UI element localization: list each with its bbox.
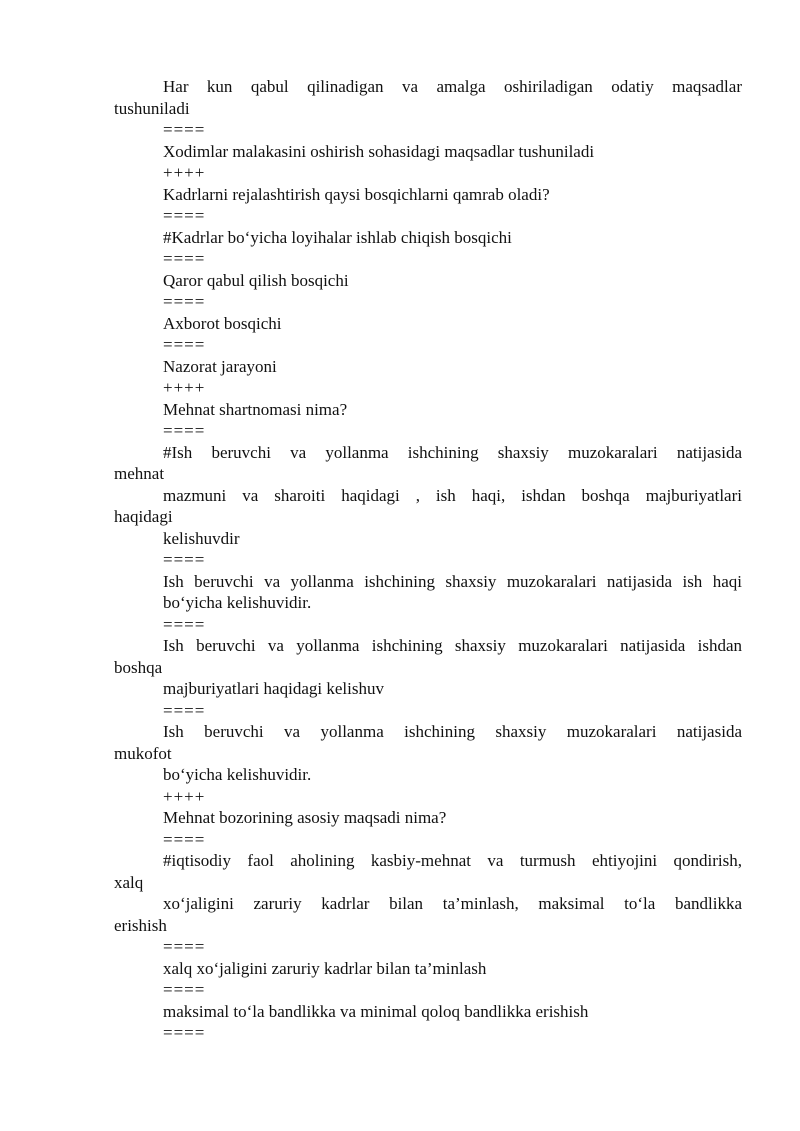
separator-line: ==== [163,1023,206,1042]
separator-line: ==== [163,120,206,139]
separator-line: ==== [163,550,206,569]
separator-line: ==== [163,421,206,440]
text-line: boshqa [114,657,163,677]
text-line: bo‘yicha kelishuvidir. [163,765,312,784]
text-line: xalq xo‘jaligini zaruriy kadrlar bilan ta’minlash [163,958,487,978]
separator-line: ==== [163,980,206,999]
text-line: maksimal to‘la bandlikka va minimal qoloq bandlikka erishish [163,1001,589,1021]
text-line: mazmuni va sharoiti haqidagi , ish haqi, ishdan boshqa majburiyatlari [163,485,742,505]
text-line: Axborot bosqichi [163,313,282,333]
text-line: tushuniladi [114,98,190,118]
text-line: bo‘yicha kelishuvidir. [163,593,312,612]
text-line: Qaror qabul qilish bosqichi [163,270,349,290]
separator-line: ==== [163,249,206,268]
separator-line: ==== [163,335,206,354]
text-line: #iqtisodiy faol aholining kasbiy-mehnat va turmush ehtiyojini qondirish, [163,851,742,870]
separator-line: ++++ [163,786,206,806]
text-line: erishish [114,915,167,935]
document-body [114,76,742,1044]
text-line: Ish beruvchi va yollanma ishchining shaxsiy muzokaralari natijasida ishdan [163,636,742,655]
separator-line: ++++ [163,378,206,397]
separator-line: ==== [163,292,206,311]
text-line: xalq [114,872,144,892]
text-line: mehnat [114,464,165,483]
question-line: Mehnat bozorining asosiy maqsadi nima? [163,808,447,827]
text-line: kelishuvdir [163,528,240,548]
text-line: Har kun qabul qilinadigan va amalga oshiriladigan odatiy maqsadlar [163,77,742,96]
text-line: Nazorat jarayoni [163,356,277,376]
separator-line: ==== [163,937,206,956]
text-line: #Kadrlar bo‘yicha loyihalar ishlab chiqish bosqichi [163,227,512,247]
question-line: Kadrlarni rejalashtirish qaysi bosqichlarni qamrab oladi? [163,184,550,204]
text-line: haqidagi [114,507,173,526]
text-line: #Ish beruvchi va yollanma ishchining shaxsiy muzokaralari natijasida [163,442,742,462]
separator-line: ==== [163,829,206,849]
text-line: Ish beruvchi va yollanma ishchining shaxsiy muzokaralari natijasida ish haqi [163,571,742,591]
separator-line: ++++ [163,163,206,182]
text-line: Xodimlar malakasini oshirish sohasidagi maqsadlar tushuniladi [163,141,595,161]
separator-line: ==== [163,700,206,720]
text-line: xo‘jaligini zaruriy kadrlar bilan ta’minlash, maksimal to‘la bandlikka [163,894,742,913]
text-line: majburiyatlari haqidagi kelishuv [163,679,384,698]
question-line: Mehnat shartnomasi nima? [163,399,348,419]
separator-line: ==== [163,206,206,225]
separator-line: ==== [163,614,206,634]
text-line: mukofot [114,743,172,763]
text-line: Ish beruvchi va yollanma ishchining shaxsiy muzokaralari natijasida [163,722,742,741]
